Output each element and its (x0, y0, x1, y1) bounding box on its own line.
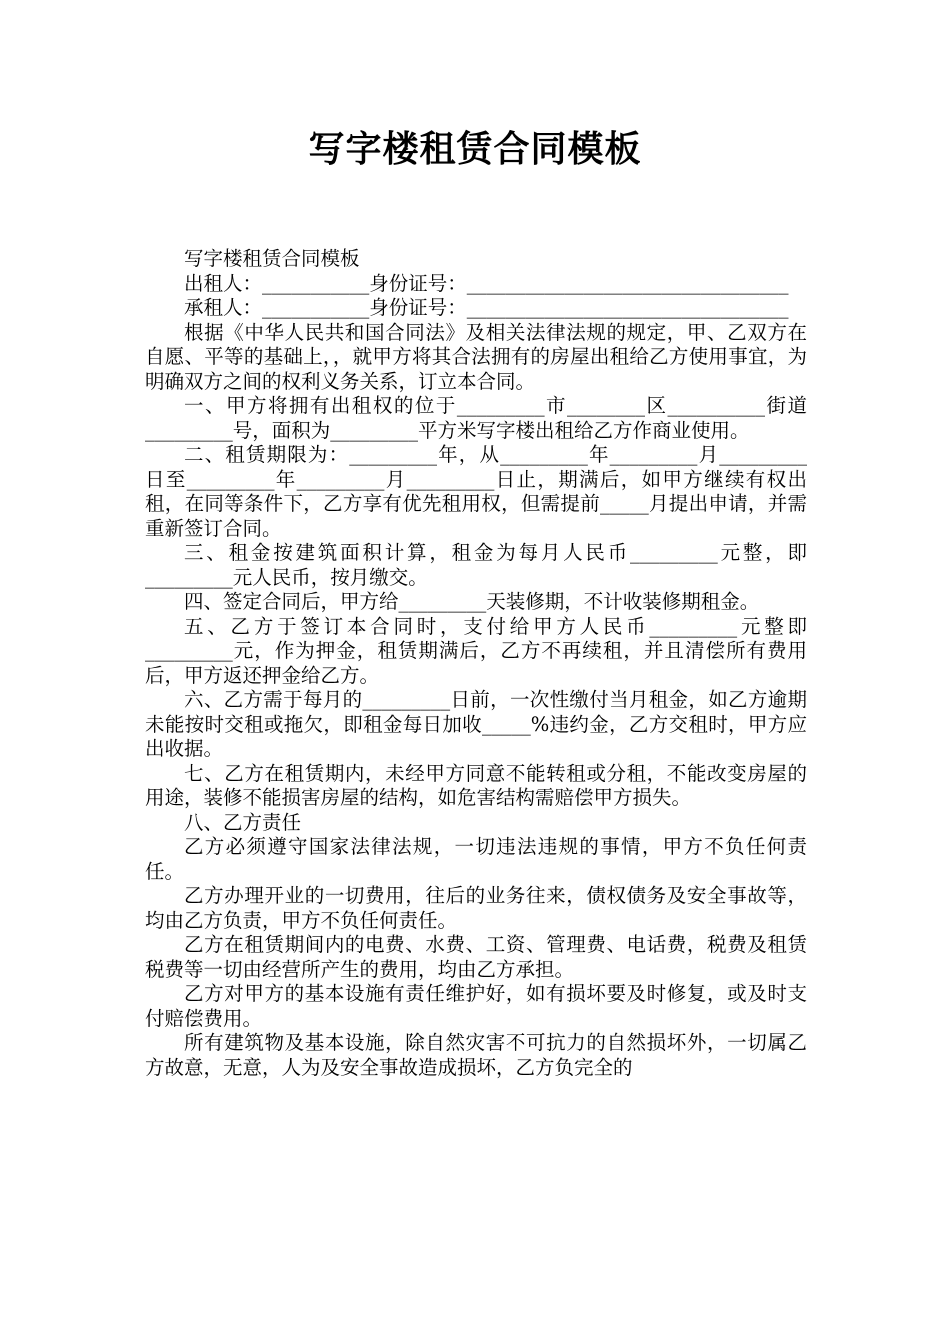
paragraph-lessee: 承租人：___________身份证号：_________________________________ (184, 296, 789, 319)
paragraph-clause-8-item-2: 乙方办理开业的一切费用，往后的业务往来，债权债务及安全事故等，均由乙方负责，甲方不负任何责任。 (145, 884, 807, 932)
paragraph-lessor: 出租人：___________身份证号：_________________________________ (184, 271, 789, 295)
paragraph-clause-8-item-4: 乙方对甲方的基本设施有责任维护好，如有损坏要及时修复，或及时支付赔偿费用。 (145, 982, 807, 1030)
paragraph-clause-6: 六、乙方需于每月的_________日前，一次性缴付当月租金，如乙方逾期未能按时交租或拖欠，即租金每日加收_____%违约金，乙方交租时，甲方应出收据。 (145, 688, 807, 760)
paragraph-clause-8-item-1: 乙方必须遵守国家法律法规，一切违法违规的事情，甲方不负任何责任。 (145, 835, 807, 883)
paragraph-clause-8-heading: 八、乙方责任 (184, 810, 302, 834)
document-body (145, 247, 807, 1080)
paragraph-clause-2: 二、租赁期限为：_________年，从_________年_________月_________日至_________年_________月_________日止，期满后，如甲方继续有权出租，在同等条件下，乙方享有优先租用权，但需提前_____月提出申请，并需重新签订合同。 (145, 443, 807, 540)
paragraph-clause-8-item-5: 所有建筑物及基本设施，除自然灾害不可抗力的自然损坏外，一切属乙方故意，无意，人为及安全事故造成损坏，乙方负完全的 (145, 1031, 807, 1079)
paragraph-clause-3: 三、租金按建筑面积计算，租金为每月人民币_________元整，即_________元人民币，按月缴交。 (145, 541, 807, 589)
paragraph-clause-8-item-3: 乙方在租赁期间内的电费、水费、工资、管理费、电话费，税费及租赁税费等一切由经营所产生的费用，均由乙方承担。 (145, 933, 807, 981)
paragraph-clause-4: 四、签定合同后，甲方给_________天装修期，不计收装修期租金。 (184, 590, 760, 613)
paragraph-clause-1: 一、甲方将拥有出租权的位于_________市________区__________街道_________号，面积为_________平方米写字楼出租给乙方作商业使用。 (145, 394, 807, 442)
paragraph-preamble: 根据《中华人民共和国合同法》及相关法律法规的规定，甲、乙双方在自愿、平等的基础上，，就甲方将其合法拥有的房屋出租给乙方使用事宜，为明确双方之间的权利义务关系，订立本合同。 (145, 320, 807, 393)
document-title: 写字楼租赁合同模板 (308, 129, 642, 170)
paragraph-clause-7: 七、乙方在租赁期内，未经甲方同意不能转租或分租，不能改变房屋的用途，装修不能损害房屋的结构，如危害结构需赔偿甲方损失。 (145, 761, 807, 809)
paragraph-subtitle: 写字楼租赁合同模板 (184, 247, 360, 270)
paragraph-clause-5: 五、乙方于签订本合同时，支付给甲方人民币_________元整即_________元，作为押金，租赁期满后，乙方不再续租，并且清偿所有费用后，甲方返还押金给乙方。 (145, 614, 807, 687)
